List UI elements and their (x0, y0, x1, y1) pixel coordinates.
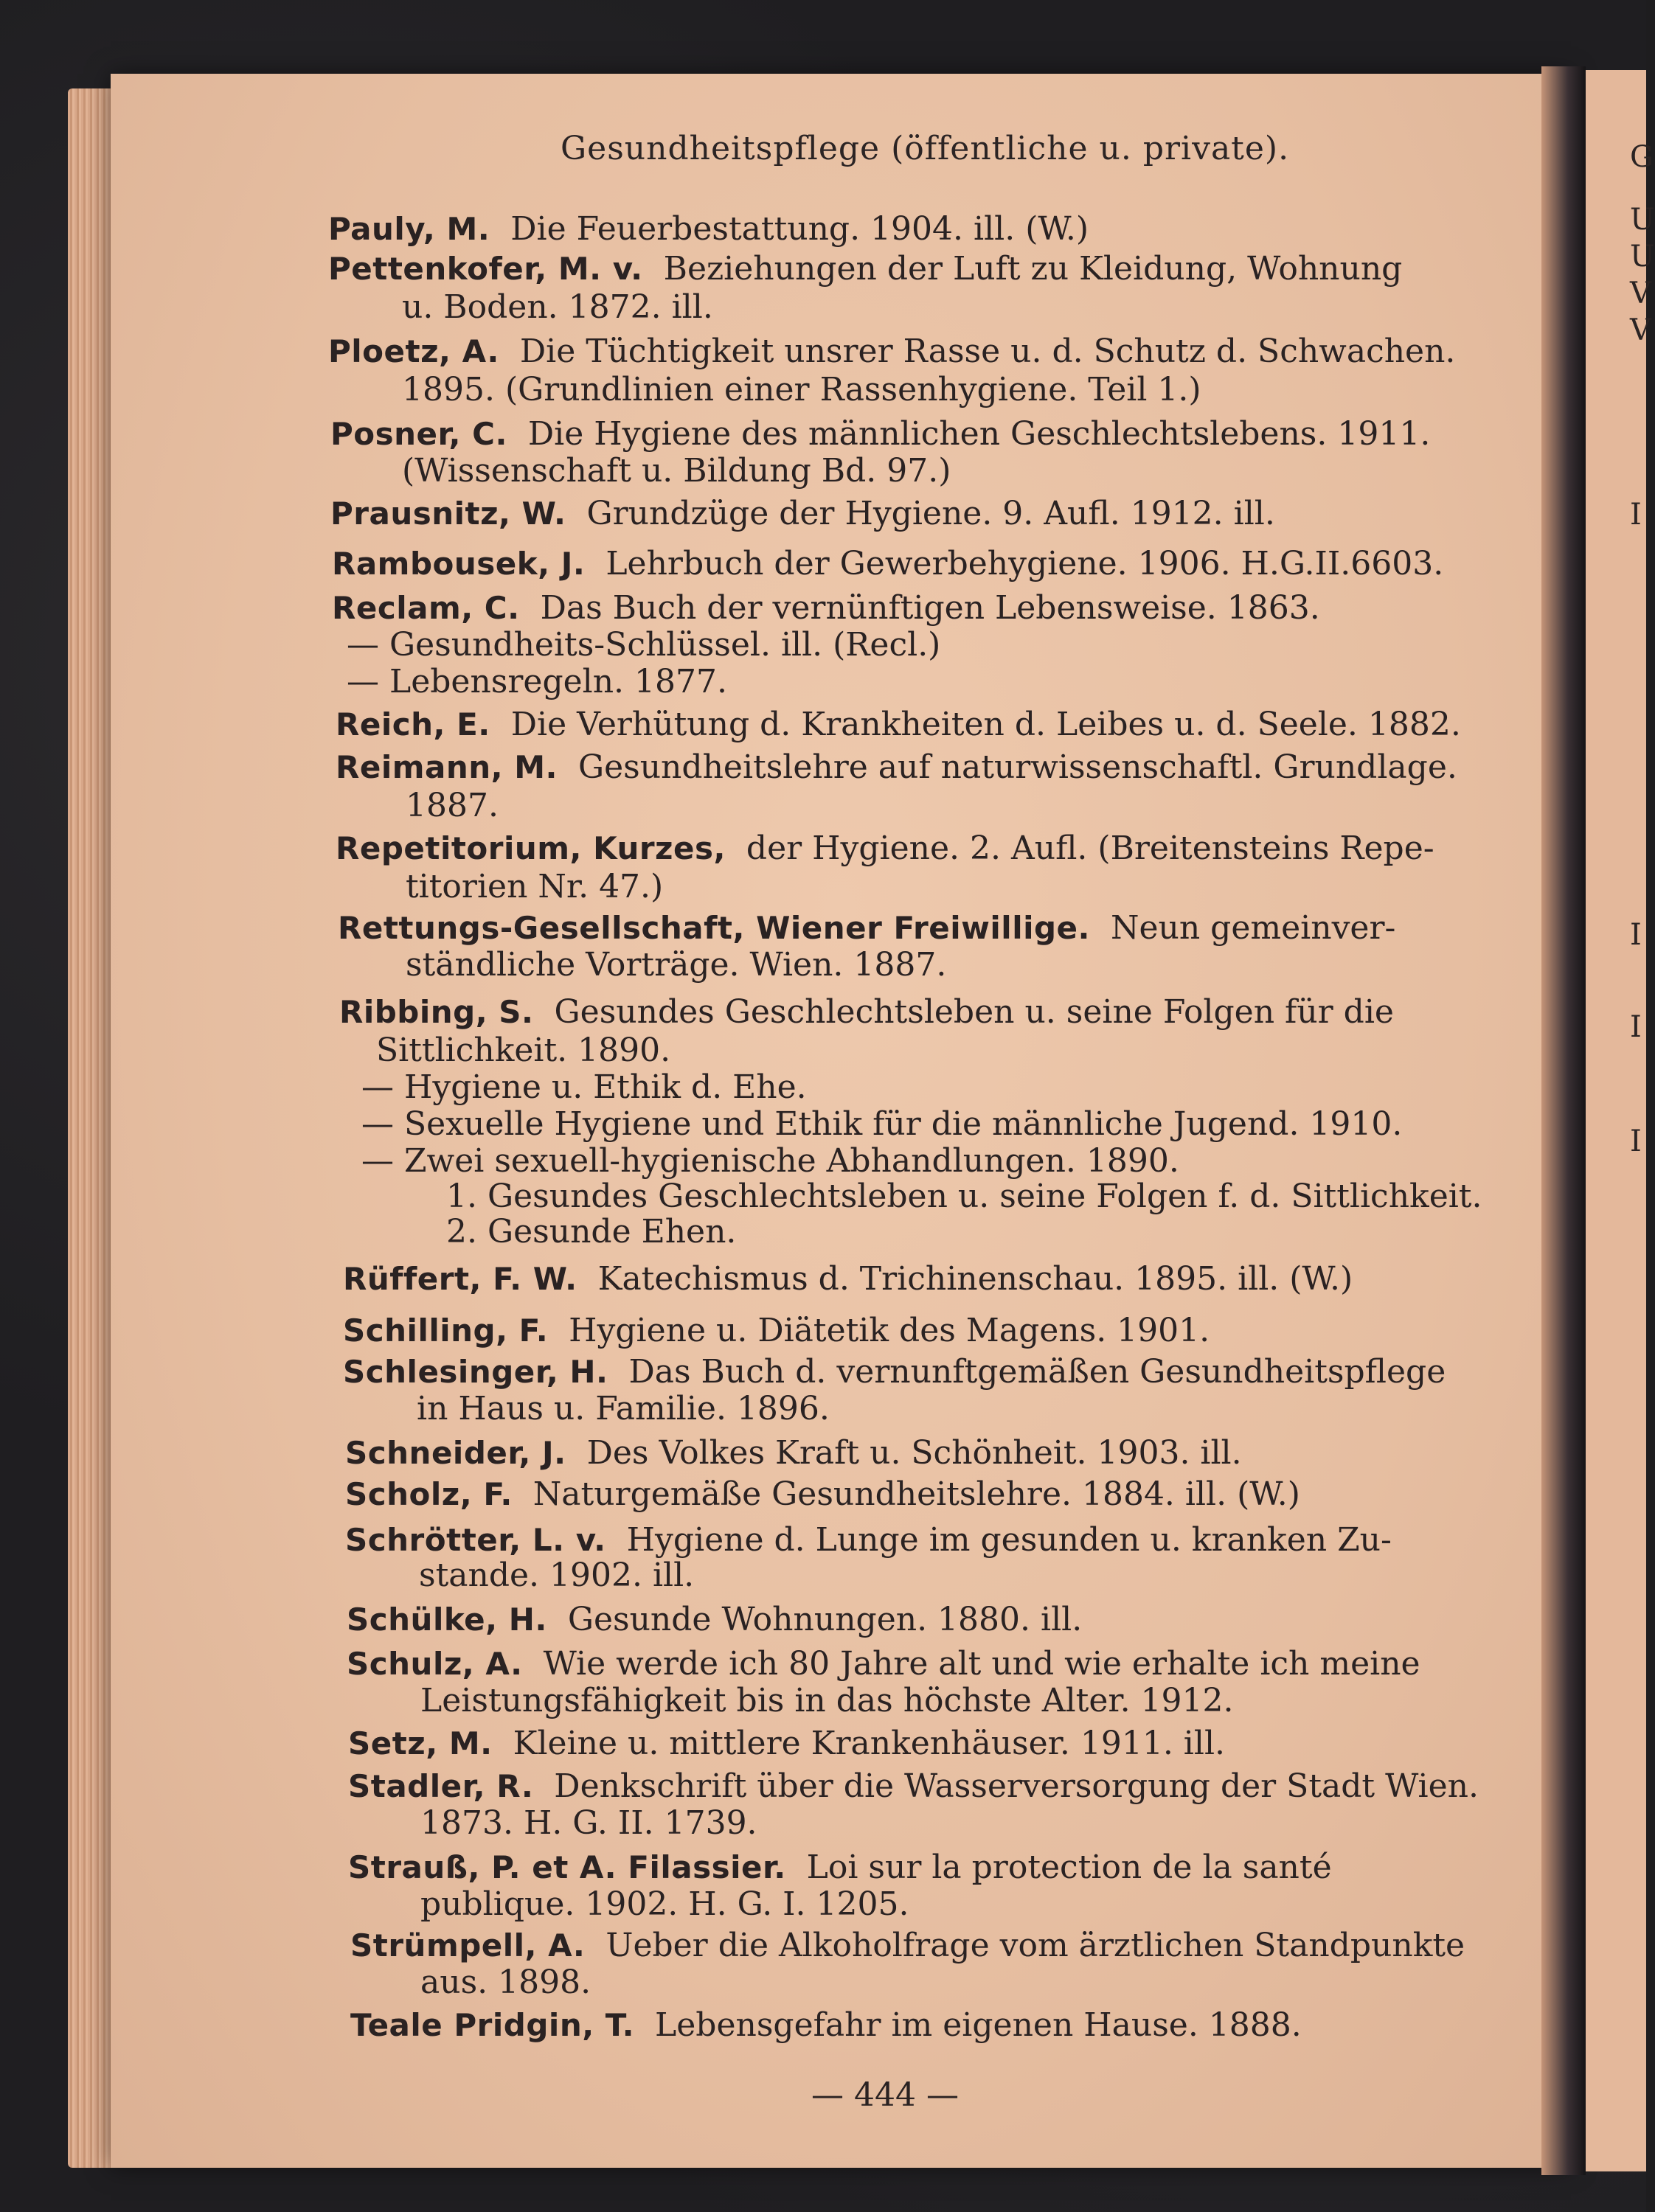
entry-rambousek (332, 546, 1443, 582)
next-page-letter: I (1630, 1010, 1642, 1044)
entry-schroetter (345, 1522, 1392, 1559)
entry-text: Die Verhütung d. Krankheiten d. Leibes u. d. Seele. 1882. (510, 706, 1461, 743)
entry-schulz (347, 1646, 1420, 1683)
entry-stadler (348, 1768, 1479, 1805)
running-header: Gesundheitspflege (öffentliche u. private). (561, 130, 1290, 167)
next-page-edge (1586, 70, 1655, 2171)
entry-reclam (332, 590, 1320, 627)
entry-author: Rüffert, F. W. (343, 1261, 577, 1297)
entry-text: Gesundheitslehre auf naturwissenschaftl. Grundlage. (577, 748, 1457, 786)
entry-text: Wie werde ich 80 Jahre alt und wie erhalte ich meine (543, 1645, 1420, 1683)
entry-text: Hygiene d. Lunge im gesunden u. kranken Zu- (626, 1521, 1392, 1559)
entry-schlesinger (343, 1354, 1446, 1391)
page-number: — 444 — (811, 2076, 959, 2114)
entry-author: Rambousek, J. (332, 546, 586, 582)
entry-sub-item: — Lebensregeln. 1877. (347, 663, 727, 700)
entry-text: Hygiene u. Diätetik des Magens. 1901. (569, 1312, 1210, 1349)
entry-author: Schlesinger, H. (343, 1354, 608, 1390)
entry-author: Prausnitz, W. (330, 495, 566, 532)
entry-sub-item: 1. Gesundes Geschlechtsleben u. seine Folgen f. d. Sittlichkeit. (446, 1178, 1482, 1215)
entry-ribbing (339, 994, 1394, 1031)
entry-continuation: 1895. (Grundlinien einer Rassenhygiene. Teil 1.) (402, 371, 1201, 408)
entry-sub-item: 2. Gesunde Ehen. (446, 1213, 737, 1251)
entry-author: Schülke, H. (347, 1601, 547, 1638)
next-page-letter: U (1630, 240, 1655, 274)
next-page-letter: V (1630, 313, 1651, 347)
entry-text: Gesundes Geschlechtsleben u. seine Folgen für die (554, 993, 1394, 1031)
next-page-letter: U (1630, 203, 1655, 237)
next-page-letter: I (1630, 1124, 1642, 1158)
entry-continuation: (Wissenschaft u. Bildung Bd. 97.) (402, 452, 951, 490)
entry-text: Beziehungen der Luft zu Kleidung, Wohnung (663, 250, 1403, 288)
entry-text: Kleine u. mittlere Krankenhäuser. 1911. ill. (513, 1725, 1225, 1762)
entry-sub-item: — Gesundheits-Schlüssel. ill. (Recl.) (347, 626, 941, 664)
entry-continuation: titorien Nr. 47.) (406, 868, 664, 905)
entry-text: Die Feuerbestattung. 1904. ill. (W.) (510, 210, 1089, 248)
entry-author: Setz, M. (348, 1725, 493, 1761)
entry-author: Rettungs-Gesellschaft, Wiener Freiwillige. (338, 910, 1090, 946)
entry-text: Loi sur la protection de la santé (806, 1848, 1332, 1886)
entry-rettungs-gesellschaft (338, 910, 1395, 947)
entry-text: der Hygiene. 2. Aufl. (Breitensteins Repe- (746, 830, 1434, 867)
entry-sub-item: — Hygiene u. Ethik d. Ehe. (361, 1068, 807, 1106)
entry-continuation: u. Boden. 1872. ill. (402, 288, 713, 326)
entry-pauly (328, 211, 1089, 248)
entry-continuation: 1873. H. G. II. 1739. (420, 1804, 757, 1842)
entry-schuelke (347, 1601, 1082, 1638)
next-page-letter: V (1630, 276, 1651, 310)
entry-text: Lehrbuch der Gewerbehygiene. 1906. H.G.II.6603. (606, 545, 1444, 582)
entry-continuation: in Haus u. Familie. 1896. (417, 1390, 830, 1427)
entry-author: Strauß, P. et A. Filassier. (348, 1849, 786, 1885)
entry-continuation: stande. 1902. ill. (419, 1557, 695, 1594)
entry-ploetz (328, 333, 1455, 370)
next-page-letter: G (1630, 140, 1654, 174)
entry-reich (336, 706, 1461, 743)
entry-text: Denkschrift über die Wasserversorgung der Stadt Wien. (554, 1767, 1479, 1805)
book-gutter (1541, 66, 1586, 2175)
entry-struempell (350, 1927, 1465, 1964)
entry-author: Teale Pridgin, T. (350, 2007, 635, 2043)
entry-author: Ribbing, S. (339, 994, 534, 1030)
entry-reimann (336, 749, 1457, 786)
entry-author: Scholz, F. (345, 1476, 513, 1512)
entry-schilling (343, 1312, 1210, 1349)
entry-setz (348, 1725, 1225, 1762)
entry-continuation: aus. 1898. (420, 1964, 591, 2001)
entry-text: Die Tüchtigkeit unsrer Rasse u. d. Schutz d. Schwachen. (519, 333, 1456, 370)
entry-text: Die Hygiene des männlichen Geschlechtslebens. 1911. (527, 415, 1431, 453)
entry-prausnitz (330, 495, 1275, 532)
entry-text: Katechismus d. Trichinenschau. 1895. ill. (W.) (597, 1260, 1353, 1298)
entry-text: Lebensgefahr im eigenen Hause. 1888. (655, 2006, 1302, 2044)
entry-continuation: ständliche Vorträge. Wien. 1887. (406, 946, 947, 984)
next-page-letter: I (1630, 498, 1642, 532)
entry-text: Grundzüge der Hygiene. 9. Aufl. 1912. ill. (586, 495, 1275, 532)
entry-scholz (345, 1476, 1300, 1513)
entry-author: Schilling, F. (343, 1312, 549, 1349)
entry-sub-item: — Zwei sexuell-hygienische Abhandlungen. 1890. (361, 1142, 1179, 1180)
entry-repetitorium (336, 830, 1434, 867)
entry-continuation: Sittlichkeit. 1890. (376, 1032, 671, 1069)
entry-schneider (345, 1435, 1242, 1472)
entry-author: Posner, C. (330, 416, 507, 452)
entry-author: Stadler, R. (348, 1768, 534, 1804)
entry-text: Naturgemäße Gesundheitslehre. 1884. ill. (W.) (532, 1475, 1300, 1513)
entry-teale-pridgin (350, 2007, 1302, 2044)
entry-author: Schulz, A. (347, 1646, 523, 1682)
entry-author: Schneider, J. (345, 1435, 566, 1471)
next-page-letter: I (1630, 918, 1642, 952)
entry-text: Ueber die Alkoholfrage vom ärztlichen Standpunkte (606, 1927, 1465, 1964)
entry-author: Pettenkofer, M. v. (328, 251, 643, 287)
entry-author: Strümpell, A. (350, 1927, 586, 1964)
entry-text: Des Volkes Kraft u. Schönheit. 1903. ill. (586, 1434, 1242, 1472)
entry-continuation: 1887. (406, 787, 499, 824)
entry-author: Ploetz, A. (328, 333, 499, 369)
entry-text: Gesunde Wohnungen. 1880. ill. (567, 1601, 1083, 1638)
entry-text: Das Buch der vernünftigen Lebensweise. 1863. (540, 589, 1320, 627)
entry-text: Neun gemeinver- (1110, 909, 1396, 947)
entry-continuation: Leistungsfähigkeit bis in das höchste Alter. 1912. (420, 1682, 1234, 1719)
entry-sub-item: — Sexuelle Hygiene und Ethik für die männliche Jugend. 1910. (361, 1105, 1403, 1143)
entry-author: Repetitorium, Kurzes, (336, 830, 726, 866)
entry-author: Reimann, M. (336, 749, 558, 785)
entry-author: Pauly, M. (328, 211, 490, 247)
entry-continuation: publique. 1902. H. G. I. 1205. (420, 1885, 909, 1923)
entry-strauss (348, 1849, 1332, 1886)
entry-posner (330, 416, 1430, 453)
entry-author: Reclam, C. (332, 590, 520, 626)
entry-author: Schrötter, L. v. (345, 1522, 606, 1558)
entry-author: Reich, E. (336, 706, 490, 742)
entry-text: Das Buch d. vernunftgemäßen Gesundheitspflege (628, 1353, 1446, 1391)
entry-rueffert (343, 1261, 1353, 1298)
entry-pettenkofer (328, 251, 1402, 288)
